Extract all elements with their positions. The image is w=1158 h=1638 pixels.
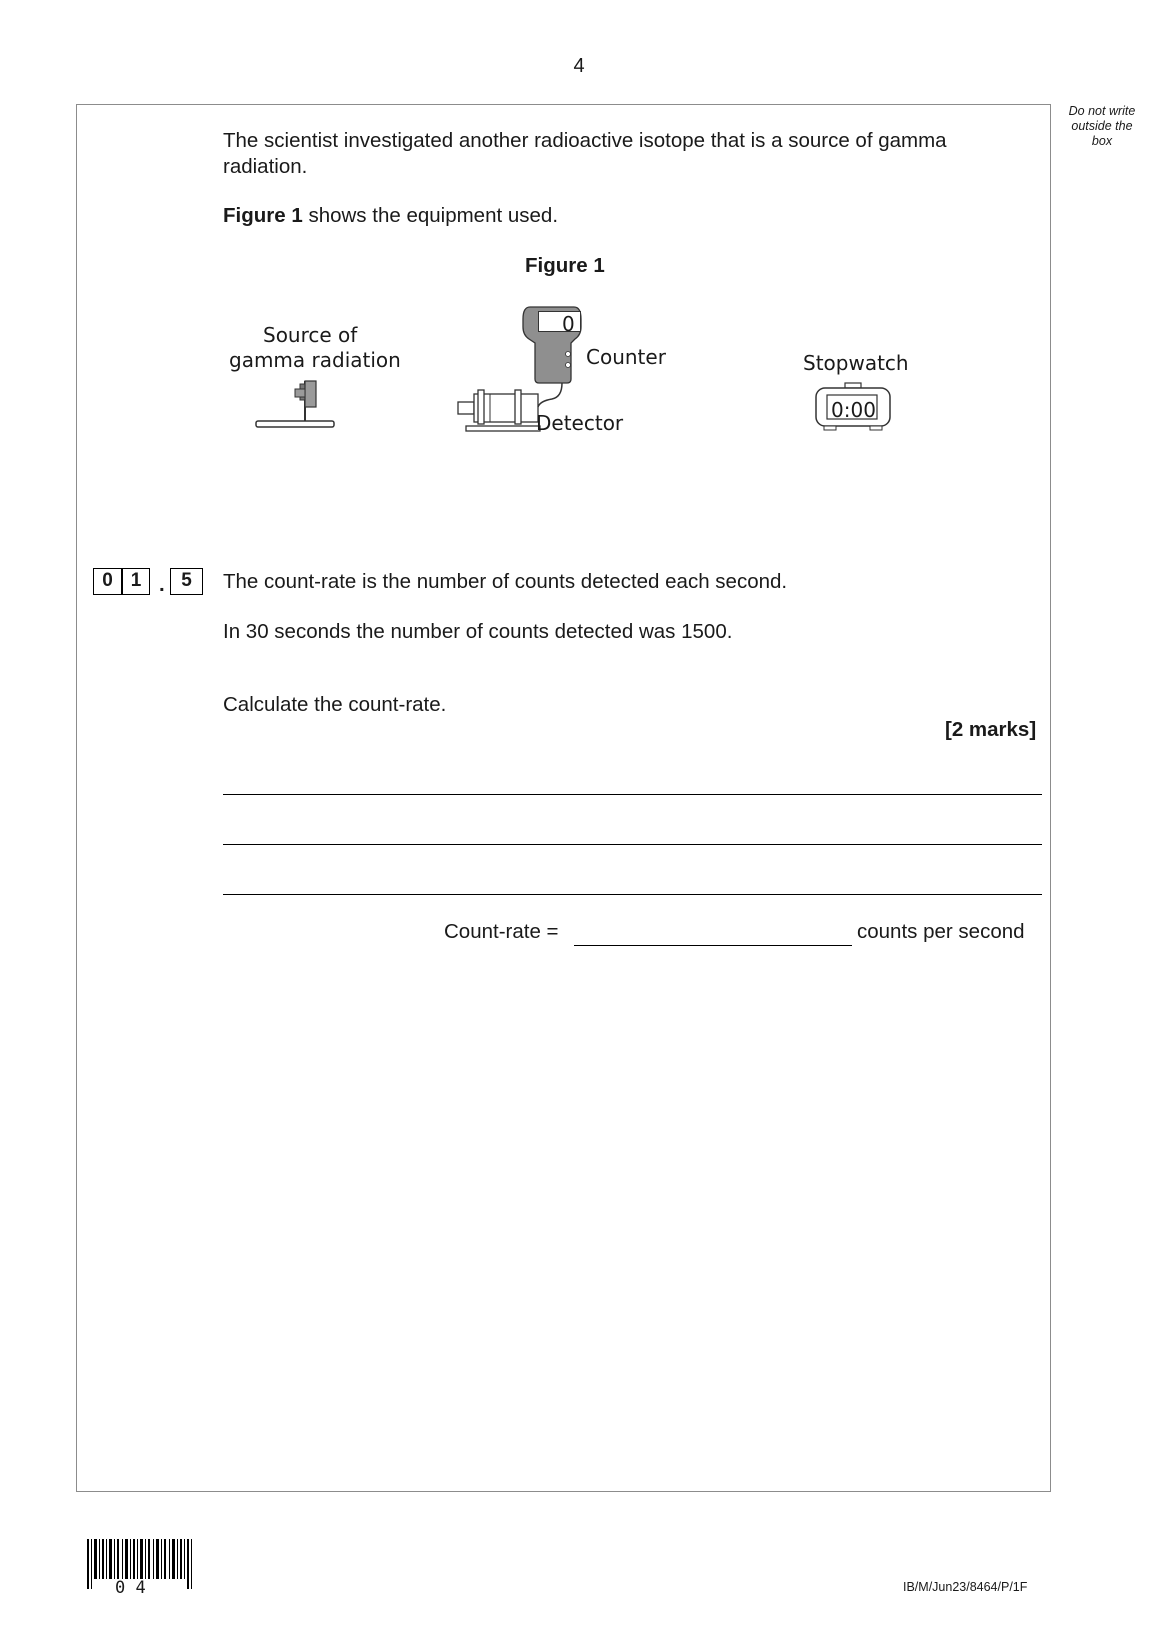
count-rate-answer-line[interactable] — [574, 945, 852, 946]
counter-label: Counter — [586, 345, 666, 369]
answer-line[interactable] — [223, 894, 1042, 895]
question-number-box: 5 — [170, 568, 203, 595]
margin-note-line: box — [1091, 134, 1113, 148]
figure-title: Figure 1 — [525, 254, 605, 277]
question-number-box: 1 — [122, 568, 150, 595]
question-number-separator: . — [159, 573, 165, 596]
figure-reference-rest: shows the equipment used. — [302, 204, 559, 227]
question-line-1: The count-rate is the number of counts detected each second. — [223, 570, 788, 593]
margin-note — [1063, 104, 1141, 149]
footer-code: IB/M/Jun23/8464/P/1F — [903, 1580, 1028, 1594]
count-rate-label: Count-rate = — [444, 920, 559, 943]
detector-label: Detector — [536, 411, 624, 435]
margin-note-line: outside the — [1071, 119, 1133, 133]
stopwatch-label: Stopwatch — [803, 351, 909, 375]
count-rate-unit: counts per second — [857, 920, 1025, 943]
answer-line[interactable] — [223, 794, 1042, 795]
figure-reference-bold: Figure 1 — [223, 204, 303, 227]
question-line-2: In 30 seconds the number of counts detected was 1500. — [223, 620, 733, 643]
source-label-line-2: gamma radiation — [229, 348, 401, 372]
marks-label: [2 marks] — [945, 718, 1037, 741]
figure-reference — [223, 203, 558, 228]
question-instruction: Calculate the count-rate. — [223, 693, 447, 716]
counter-display-value: 0 — [562, 312, 575, 336]
margin-note-line: Do not write — [1068, 104, 1136, 118]
answer-line[interactable] — [223, 844, 1042, 845]
gamma-source-icon — [250, 376, 340, 434]
barcode-digits: 0 4 — [115, 1578, 146, 1598]
intro-line-1: The scientist investigated another radioactive isotope that is a source of gamma — [223, 129, 947, 152]
source-label-line-1: Source of — [263, 323, 358, 347]
intro-line-2: radiation. — [223, 155, 308, 178]
stopwatch-display: 0:00 — [831, 398, 876, 422]
question-number-box: 0 — [93, 568, 122, 595]
page-number: 4 — [573, 55, 585, 77]
